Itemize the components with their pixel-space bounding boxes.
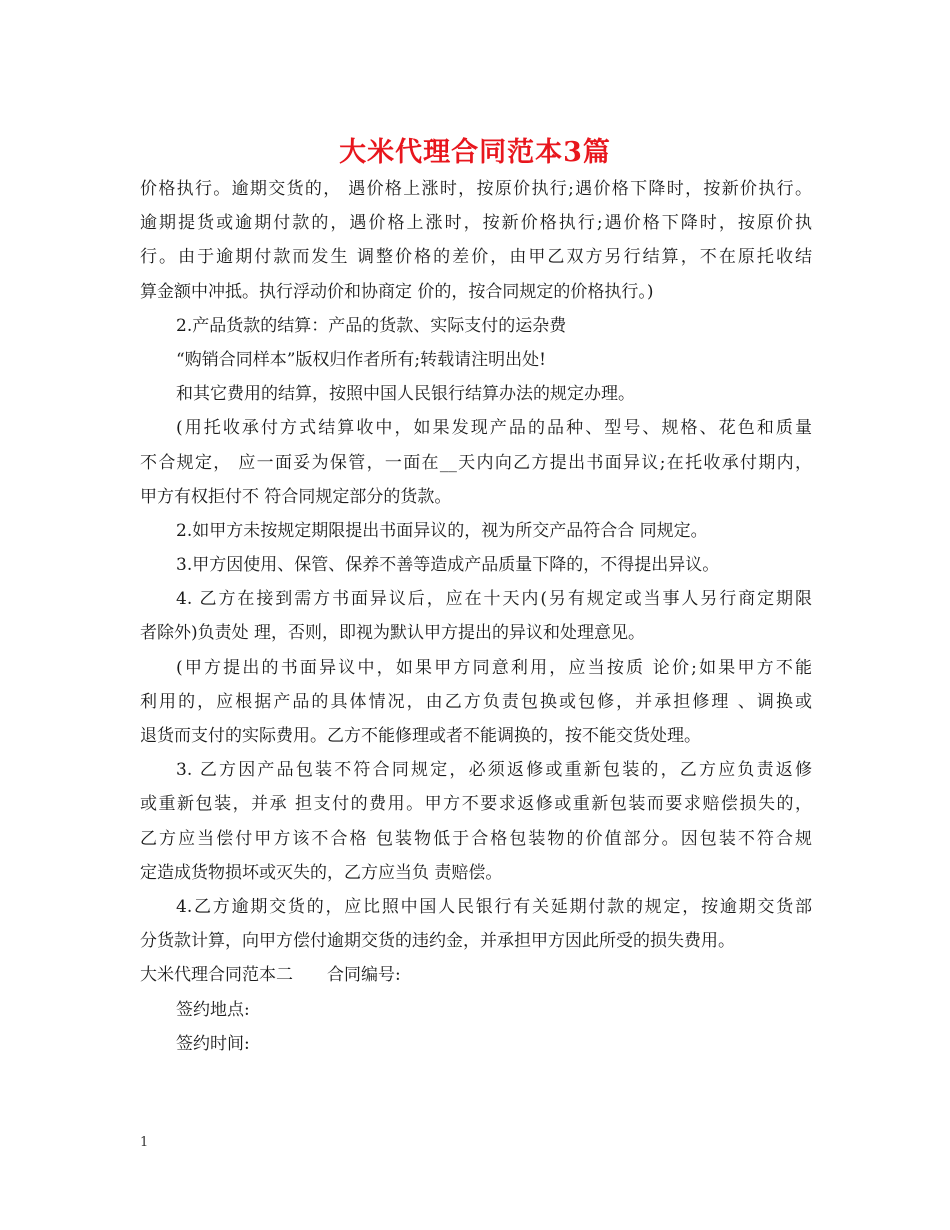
text-line: 利用的，应根据产品的具体情况，由乙方负责包换或包修，并承担修理 、调换或 — [140, 691, 812, 712]
text-line: 逾期提货或逾期付款的，遇价格上涨时，按新价格执行;遇价格下降时，按原价执 — [140, 213, 812, 234]
text-line: 分货款计算，向甲方偿付逾期交货的违约金，并承担甲方因此所受的损失费用。 — [140, 931, 735, 952]
text-line: (用托收承付方式结算收中，如果发现产品的品种、型号、规格、花色和质量 — [176, 418, 812, 439]
text-line: 算金额中冲抵。执行浮动价和协商定 价的，按合同规定的价格执行。) — [140, 281, 654, 302]
text-line: 2.产品货款的结算：产品的货款、实际支付的运杂费 — [176, 315, 567, 336]
text-line: 大米代理合同范本二 合同编号: — [140, 965, 401, 986]
text-line: 3. 乙方因产品包装不符合同规定，必须返修或重新包装的，乙方应负责返修 — [176, 760, 812, 781]
text-line: 和其它费用的结算，按照中国人民银行结算办法的规定办理。 — [176, 384, 635, 405]
text-line: 2.如甲方未按规定期限提出书面异议的，视为所交产品符合合 同规定。 — [176, 520, 708, 541]
document-body — [140, 172, 812, 1061]
text-line: 定造成货物损坏或灭失的，乙方应当负 责赔偿。 — [140, 862, 503, 883]
text-line: 退货而支付的实际费用。乙方不能修理或者不能调换的，按不能交货处理。 — [140, 726, 701, 746]
text-line: 签约时间: — [176, 1033, 250, 1054]
text-line: 行。由于逾期付款而发生 调整价格的差价，由甲乙双方另行结算，不在原托收结 — [140, 247, 812, 268]
text-line: 甲方有权拒付不 符合同规定部分的货款。 — [140, 486, 452, 507]
text-line: “购销合同样本”版权归作者所有;转载请注明出处! — [176, 349, 546, 370]
text-line: 3.甲方因使用、保管、保养不善等造成产品质量下降的，不得提出异议。 — [176, 555, 720, 576]
document-title: 大米代理合同范本3篇 — [339, 137, 611, 168]
text-line: 价格执行。逾期交货的， 遇价格上涨时，按原价执行;遇价格下降时，按新价执行。 — [140, 179, 812, 199]
text-line: 4. 乙方在接到需方书面异议后，应在十天内(另有规定或当事人另行商定期限 — [176, 589, 812, 610]
text-line: (甲方提出的书面异议中，如果甲方同意利用，应当按质 论价;如果甲方不能 — [176, 657, 812, 678]
page-number: 1 — [140, 1135, 149, 1150]
text-line: 者除外)负责处 理，否则，即视为默认甲方提出的异议和处理意见。 — [140, 623, 646, 644]
text-line: 乙方应当偿付甲方该不合格 包装物低于合格包装物的价值部分。因包装不符合规 — [140, 828, 812, 849]
text-line: 4.乙方逾期交货的，应比照中国人民银行有关延期付款的规定，按逾期交货部 — [176, 896, 812, 917]
text-line: 不合规定， 应一面妥为保管，一面在__天内向乙方提出书面异议;在托收承付期内， — [140, 452, 812, 473]
text-line: 签约地点: — [176, 999, 250, 1020]
text-line: 或重新包装，并承 担支付的费用。甲方不要求返修或重新包装而要求赔偿损失的， — [140, 794, 812, 815]
